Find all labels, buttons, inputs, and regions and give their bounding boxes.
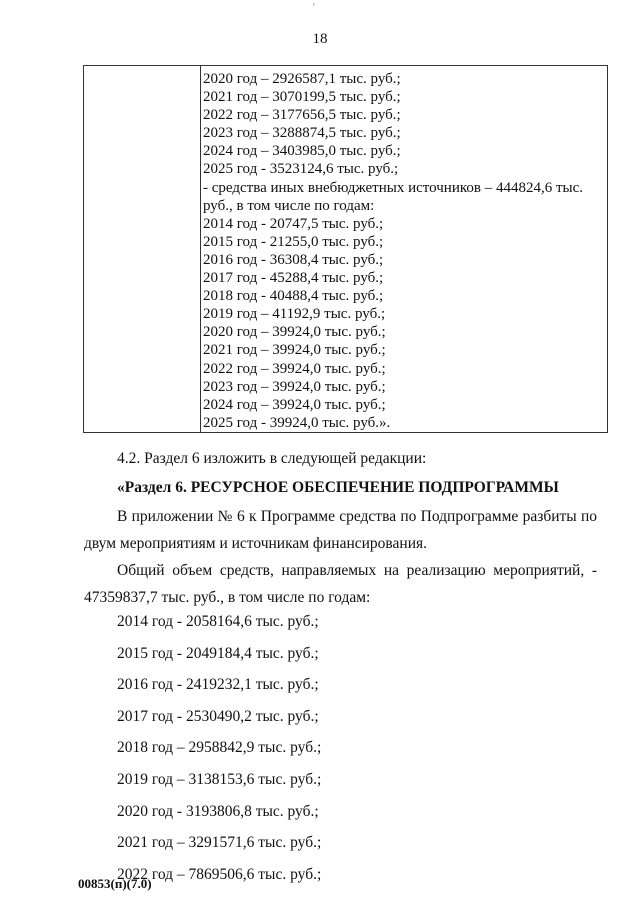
table-cell-funding-by-year xyxy=(203,70,603,432)
table-cell-line: 2023 год – 3288874,5 тыс. руб.; xyxy=(203,125,401,142)
year-funding-line: 2017 год - 2530490,2 тыс. руб.; xyxy=(117,707,319,725)
year-funding-line: 2022 год – 7869506,6 тыс. руб.; xyxy=(117,865,322,883)
table-cell-line: 2024 год – 3403985,0 тыс. руб.; xyxy=(203,143,401,160)
table-cell-line: 2023 год – 39924,0 тыс. руб.; xyxy=(203,378,386,395)
table-cell-line: 2019 год – 41192,9 тыс. руб.; xyxy=(203,306,386,323)
year-funding-line: 2019 год – 3138153,6 тыс. руб.; xyxy=(117,771,322,788)
table-cell-line: 2025 год - 39924,0 тыс. руб.». xyxy=(203,414,391,431)
document-code: 00853(п)(7.0) xyxy=(78,876,152,891)
table-cell-line: 2014 год - 20747,5 тыс. руб.; xyxy=(203,215,384,232)
paragraph-2-line-2: 47359837,7 тыс. руб., в том числе по годам: xyxy=(84,589,371,606)
table-cell-line: 2025 год - 3523124,6 тыс. руб.; xyxy=(203,161,399,178)
top-tick-mark: ' xyxy=(313,2,315,12)
table-cell-line: 2021 год – 39924,0 тыс. руб.; xyxy=(203,342,386,359)
table-cell-line: 2022 год – 3177656,5 тыс. руб.; xyxy=(203,107,401,124)
table-cell-line: руб., в том числе по годам: xyxy=(203,197,375,214)
funding-table xyxy=(83,65,608,433)
table-cell-line: 2021 год – 3070199,5 тыс. руб.; xyxy=(203,89,401,106)
table-cell-line: 2018 год - 40488,4 тыс. руб.; xyxy=(203,288,384,305)
year-funding-line: 2015 год - 2049184,4 тыс. руб.; xyxy=(117,644,319,662)
item-4-2: 4.2. Раздел 6 изложить в следующей редакции: xyxy=(117,450,427,467)
section-heading: «Раздел 6. РЕСУРСНОЕ ОБЕСПЕЧЕНИЕ ПОДПРОГРАММЫ xyxy=(117,479,559,496)
year-funding-line: 2014 год - 2058164,6 тыс. руб.; xyxy=(117,613,319,630)
table-cell-line: 2020 год – 39924,0 тыс. руб.; xyxy=(203,324,386,341)
table-cell-line: 2015 год - 21255,0 тыс. руб.; xyxy=(203,233,384,250)
table-cell-line: 2024 год – 39924,0 тыс. руб.; xyxy=(203,396,386,413)
table-cell-line: 2016 год - 36308,4 тыс. руб.; xyxy=(203,251,384,268)
table-cell-line: - средства иных внебюджетных источников – 444824,6 тыс. xyxy=(203,179,583,196)
year-funding-line: 2020 год - 3193806,8 тыс. руб.; xyxy=(117,802,319,820)
paragraph-1-line-2: двум мероприятиям и источникам финансирования. xyxy=(84,535,428,552)
paragraph-1-line-1: В приложении № 6 к Программе средства по Подпрограмме разбиты по xyxy=(117,508,597,525)
table-column-divider xyxy=(200,66,201,432)
page-number: 18 xyxy=(312,31,328,47)
year-funding-line: 2021 год – 3291571,6 тыс. руб.; xyxy=(117,834,322,852)
table-cell-line: 2017 год - 45288,4 тыс. руб.; xyxy=(203,270,384,287)
year-funding-line: 2018 год – 2958842,9 тыс. руб.; xyxy=(117,739,322,757)
year-funding-line: 2016 год - 2419232,1 тыс. руб.; xyxy=(117,676,319,694)
paragraph-2-line-1: Общий объем средств, направляемых на реализацию мероприятий, - xyxy=(117,562,597,579)
table-cell-line: 2020 год – 2926587,1 тыс. руб.; xyxy=(203,71,401,87)
table-cell-line: 2022 год – 39924,0 тыс. руб.; xyxy=(203,360,386,377)
